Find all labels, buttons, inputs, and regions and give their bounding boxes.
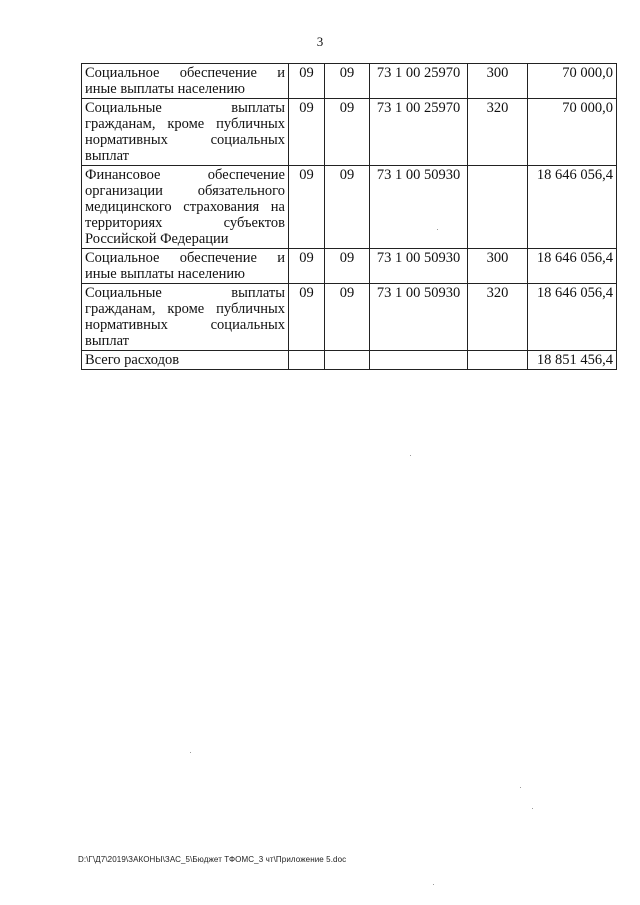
- row-target-article: 73 1 00 50930: [370, 249, 468, 284]
- row-name: Социальные выплаты гражданам, кроме публичных нормативных социальных выплат: [82, 99, 289, 166]
- scan-speck: [520, 787, 521, 788]
- row-subsection: 09: [325, 166, 370, 249]
- row-target-article: 73 1 00 50930: [370, 284, 468, 351]
- row-target-article: 73 1 00 25970: [370, 99, 468, 166]
- scan-speck: [532, 808, 533, 809]
- table-row: [82, 64, 617, 99]
- table-row: [82, 249, 617, 284]
- row-target-article: 73 1 00 50930: [370, 166, 468, 249]
- total-empty-cell: [468, 351, 528, 370]
- total-empty-cell: [325, 351, 370, 370]
- table-row: [82, 166, 617, 249]
- row-expense-type: 320: [468, 99, 528, 166]
- table-row: [82, 284, 617, 351]
- row-expense-type: 300: [468, 249, 528, 284]
- row-amount: 18 646 056,4: [528, 284, 617, 351]
- row-expense-type: [468, 166, 528, 249]
- total-empty-cell: [370, 351, 468, 370]
- budget-table-body: [82, 64, 617, 370]
- row-section: 09: [289, 99, 325, 166]
- scan-speck: [437, 229, 438, 230]
- row-name: Финансовое обеспечение организации обязательного медицинского страхования на территориях субъектов Российской Федерации: [82, 166, 289, 249]
- row-name: Социальное обеспечение и иные выплаты населению: [82, 64, 289, 99]
- row-subsection: 09: [325, 249, 370, 284]
- row-amount: 70 000,0: [528, 99, 617, 166]
- total-empty-cell: [289, 351, 325, 370]
- budget-table: [81, 63, 617, 370]
- row-expense-type: 300: [468, 64, 528, 99]
- row-section: 09: [289, 166, 325, 249]
- total-amount: 18 851 456,4: [528, 351, 617, 370]
- scan-speck: [190, 752, 191, 753]
- row-section: 09: [289, 249, 325, 284]
- row-name: Социальное обеспечение и иные выплаты населению: [82, 249, 289, 284]
- row-amount: 18 646 056,4: [528, 249, 617, 284]
- row-subsection: 09: [325, 284, 370, 351]
- row-section: 09: [289, 284, 325, 351]
- page-number: 3: [316, 34, 324, 49]
- row-section: 09: [289, 64, 325, 99]
- total-label: Всего расходов: [82, 351, 289, 370]
- scan-speck: [410, 455, 411, 456]
- scan-speck: [433, 884, 434, 885]
- table-row: [82, 99, 617, 166]
- row-amount: 18 646 056,4: [528, 166, 617, 249]
- row-target-article: 73 1 00 25970: [370, 64, 468, 99]
- file-path-footer: D:\Г\Д7\2019\ЗАКОНЫ\ЗАС_5\Бюджет ТФОМС_3 чт\Приложение 5.doc: [78, 855, 347, 864]
- row-expense-type: 320: [468, 284, 528, 351]
- row-name: Социальные выплаты гражданам, кроме публичных нормативных социальных выплат: [82, 284, 289, 351]
- row-subsection: 09: [325, 99, 370, 166]
- row-subsection: 09: [325, 64, 370, 99]
- row-amount: 70 000,0: [528, 64, 617, 99]
- total-row: [82, 351, 617, 370]
